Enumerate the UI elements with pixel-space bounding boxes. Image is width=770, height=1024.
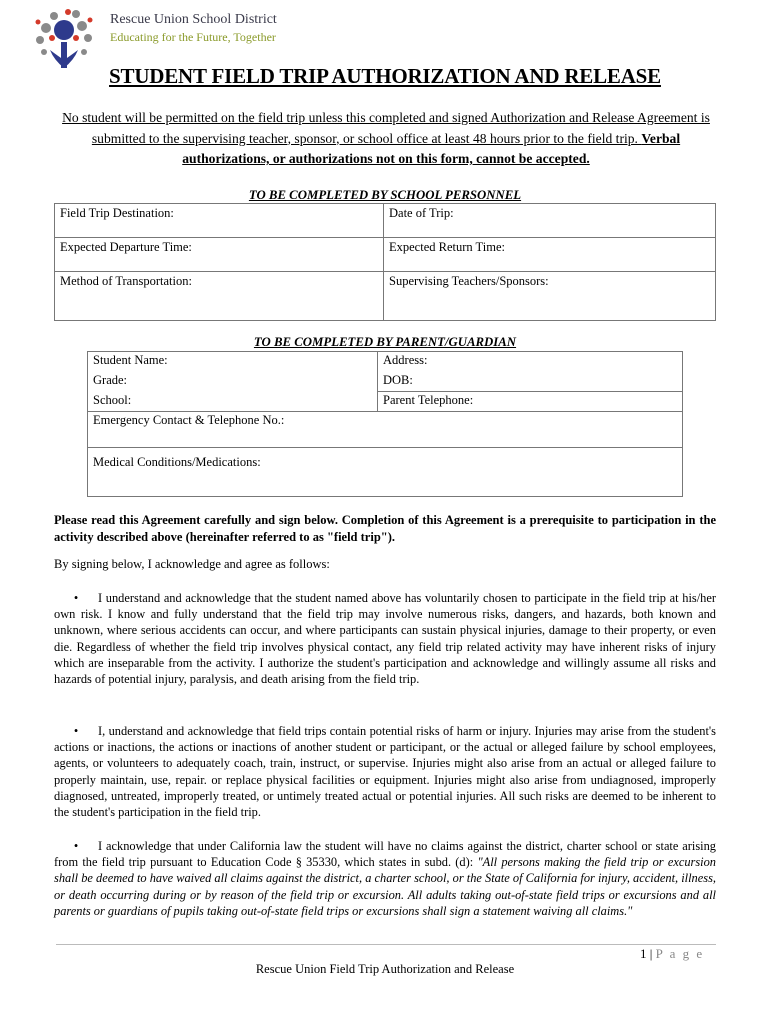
grade-field[interactable]	[88, 372, 378, 392]
student-name-label: Student Name:	[93, 353, 168, 367]
school-section-heading: TO BE COMPLETED BY SCHOOL PERSONNEL	[248, 188, 522, 202]
school-field[interactable]	[88, 392, 378, 412]
prerequisite-notice: Please read this Agreement carefully and sign below. Completion of this Agreement is a prerequisite to participation in the activity described above (hereinafter referred to as "field trip").	[54, 513, 716, 544]
parent-telephone-label: Parent Telephone:	[383, 393, 474, 407]
document-title: STUDENT FIELD TRIP AUTHORIZATION AND RELEASE	[109, 64, 661, 88]
field-trip-destination-field[interactable]	[55, 204, 384, 238]
emergency-contact-field[interactable]	[88, 412, 683, 448]
bullet-icon: •	[73, 724, 79, 738]
parent-section-heading: TO BE COMPLETED BY PARENT/GUARDIAN	[253, 335, 517, 349]
paragraph-3-text: I acknowledge that under California law the student will have no claims against the district, charter school or state arising from the field trip pursuant to Education Code § 35330, which states in subd. (d):	[54, 839, 716, 870]
district-logo-icon	[32, 8, 96, 72]
paragraph-1-text: I understand and acknowledge that the student named above has voluntarily chosen to participate in the field trip at his/her own risk. I know and fully understand that the field trip may involve numerous risks, dangers, and hazards, both known and unknown, where serious accidents can occur, and where participants can sustain physical injuries, damage to their property, or even die. Regardless of whether the field trip involves physical contact, any field trip related activity may have inherent risks of injury which are inseparable from the activity. I authorize the student's participation and acknowledge and willingly assume all risks and hazards of potential injury, paralysis, and death arising from the field trip.	[54, 591, 716, 687]
education-code-quote: "All persons making the field trip or excursion shall be deemed to have waived all claims against the district, a charter school, or the State of California for injury, accident, illness, or death occurring during or by reason of the field trip or excursion. All adults taking out-of-state field trips or excursions and all parents or guardians of pupils taking out-of-state field trips or excursions shall sign a statement waiving all claims."	[54, 855, 716, 918]
return-time-field[interactable]	[384, 238, 716, 272]
school-label: School:	[93, 392, 132, 407]
intro-paragraph	[56, 108, 716, 170]
agreement-paragraph-1	[54, 590, 716, 687]
parent-telephone-field[interactable]	[378, 392, 683, 412]
grade-label: Grade:	[93, 372, 128, 387]
supervisors-field[interactable]	[384, 272, 716, 321]
transport-label: Method of Transportation:	[60, 274, 192, 288]
footer-divider	[56, 944, 716, 945]
agreement-paragraph-3	[54, 838, 716, 919]
dob-field[interactable]	[378, 372, 683, 392]
intro-bold-text: Verbal authorizations, or authorizations not on this form, cannot be accepted.	[182, 130, 681, 166]
transportation-field[interactable]	[55, 272, 384, 321]
medical-label: Medical Conditions/Medications:	[93, 455, 261, 469]
departure-label: Expected Departure Time:	[60, 240, 192, 254]
paragraph-2-text: I, understand and acknowledge that field trips contain potential risks of harm or injury. Injuries may arise from the student's actions or inactions, the actions or inactions of another student or participant, or the actual or alleged failure by school employees, agents, or volunteers to adequately coach, train, instruct, or supervise. Injuries might also arise from an actual or alleged failure to properly maintain, use, repair. or replace physical facilities or equipment. Injuries might also arise from undiagnosed, improperly diagnosed, untreated, improperly treated, or untimely treated actual or potential injuries. All such risks are deemed to be inherent to the student's participation in the field trip.	[54, 724, 716, 820]
emergency-label: Emergency Contact & Telephone No.:	[93, 413, 285, 427]
supervisors-label: Supervising Teachers/Sponsors:	[389, 274, 549, 288]
page-separator: |	[646, 946, 656, 961]
page-number	[640, 946, 704, 962]
page-word: P a g e	[655, 946, 705, 961]
signing-statement: By signing below, I acknowledge and agree as follows:	[54, 557, 330, 571]
agreement-paragraph-2	[54, 723, 716, 820]
return-label: Expected Return Time:	[389, 240, 505, 254]
address-field[interactable]	[378, 352, 683, 372]
student-name-field[interactable]	[88, 352, 378, 372]
date-label: Date of Trip:	[389, 206, 454, 220]
bullet-icon: •	[73, 591, 79, 605]
date-of-trip-field[interactable]	[384, 204, 716, 238]
footer-text: Rescue Union Field Trip Authorization and Release	[255, 962, 515, 976]
school-personnel-table	[54, 203, 716, 321]
intro-text: No student will be permitted on the field trip unless this completed and signed Authorization and Release Agreement is submitted to the supervising teacher, sponsor, or school office at least 48 hours prior to the field trip.	[62, 110, 710, 146]
bullet-icon: •	[73, 839, 79, 853]
address-label: Address:	[383, 353, 428, 367]
destination-label: Field Trip Destination:	[60, 206, 174, 220]
district-tagline: Educating for the Future, Together	[110, 30, 276, 44]
medical-conditions-field[interactable]	[88, 448, 683, 497]
departure-time-field[interactable]	[55, 238, 384, 272]
parent-guardian-table	[87, 351, 683, 497]
page-number-value: 1	[640, 946, 647, 961]
district-name: Rescue Union School District	[110, 12, 277, 27]
dob-label: DOB:	[383, 372, 413, 387]
